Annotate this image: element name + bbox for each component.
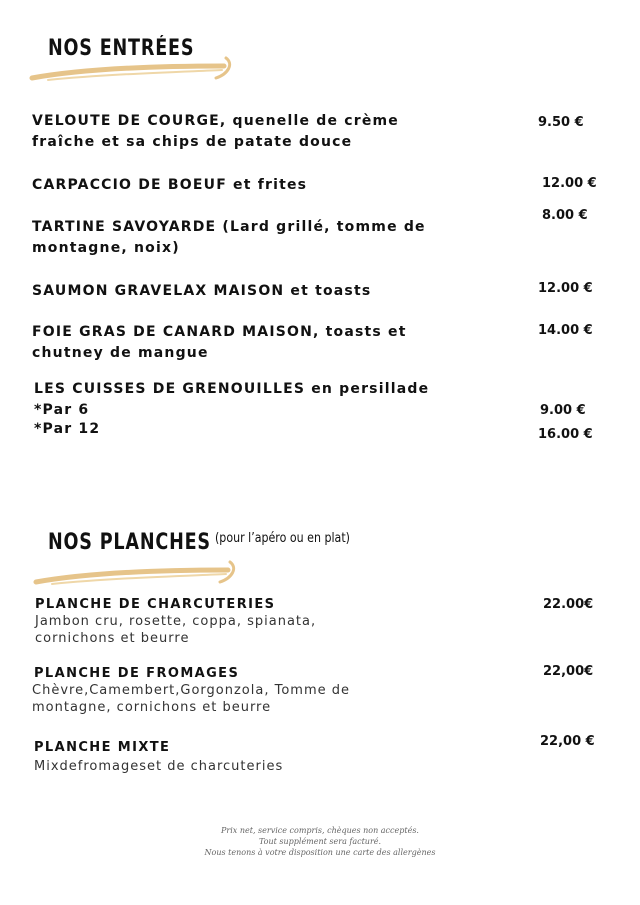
item-name: TARTINE SAVOYARDE: [32, 219, 217, 235]
grenouilles-option-6: *Par 6: [34, 402, 90, 418]
footer-line-2: Tout supplément sera facturé.: [258, 837, 382, 846]
item-desc: en persillade: [305, 381, 430, 397]
item-name: CARPACCIO DE BOEUF: [32, 177, 227, 193]
footer-line-1: Prix net, service compris, chèques non acceptés.: [221, 826, 419, 835]
grenouilles-option-12: *Par 12: [34, 421, 101, 437]
entrees-title: NOS ENTRÉES: [48, 36, 195, 61]
menu-item-foie-gras: [32, 322, 452, 364]
planche-mixte-desc: Mixdefromageset de charcuteries: [34, 759, 284, 774]
item-price: 12.00 €: [538, 281, 593, 296]
item-name: LES CUISSES DE GRENOUILLES: [34, 381, 306, 397]
menu-item-saumon: [32, 281, 472, 302]
grenouilles-price-12: 16.00 €: [538, 427, 593, 442]
planche-charcuteries-desc-1: Jambon cru, rosette, coppa, spianata,: [35, 614, 317, 629]
item-desc: et toasts: [284, 283, 372, 299]
item-price: 9.50 €: [538, 115, 584, 130]
footer-line-3: Nous tenons à votre disposition une carte des allergènes: [204, 848, 436, 857]
item-desc: quenelle de crème fraîche et sa chips de patate douce: [32, 113, 399, 150]
entrees-swoosh-decoration: [28, 52, 238, 86]
footer-notes: [170, 825, 470, 858]
planches-subtitle: (pour l’apéro ou en plat): [215, 531, 350, 546]
item-name: VELOUTE DE COURGE,: [32, 113, 227, 129]
grenouilles-price-6: 9.00 €: [540, 403, 586, 418]
menu-item-veloute: [32, 111, 452, 153]
planche-charcuteries-name: PLANCHE DE CHARCUTERIES: [35, 597, 276, 612]
item-desc: (Lard grillé, tomme de montagne, noix): [32, 219, 426, 256]
planche-fromages-desc-2: montagne, cornichons et beurre: [32, 700, 272, 715]
menu-item-carpaccio: [32, 175, 452, 196]
item-desc: et frites: [226, 177, 308, 193]
planche-fromages-price: 22,00€: [543, 664, 594, 679]
planche-mixte-price: 22,00 €: [540, 734, 595, 749]
item-desc: toasts et chutney de mangue: [32, 324, 407, 361]
item-price: 8.00 €: [542, 208, 588, 223]
planche-mixte-name: PLANCHE MIXTE: [34, 740, 171, 755]
planche-fromages-desc-1: Chèvre,Camembert,Gorgonzola, Tomme de: [32, 683, 350, 698]
planches-swoosh-decoration: [32, 556, 242, 590]
item-name: SAUMON GRAVELAX MAISON: [32, 283, 285, 299]
planche-charcuteries-desc-2: cornichons et beurre: [35, 631, 190, 646]
item-name: FOIE GRAS DE CANARD MAISON,: [32, 324, 320, 340]
planche-fromages-name: PLANCHE DE FROMAGES: [34, 666, 240, 681]
menu-item-tartine: [32, 217, 452, 259]
item-price: 14.00 €: [538, 323, 593, 338]
menu-item-grenouilles: [34, 379, 514, 400]
item-price: 12.00 €: [542, 176, 597, 191]
planches-title: NOS PLANCHES: [48, 530, 211, 555]
planche-charcuteries-price: 22.00€: [543, 597, 594, 612]
